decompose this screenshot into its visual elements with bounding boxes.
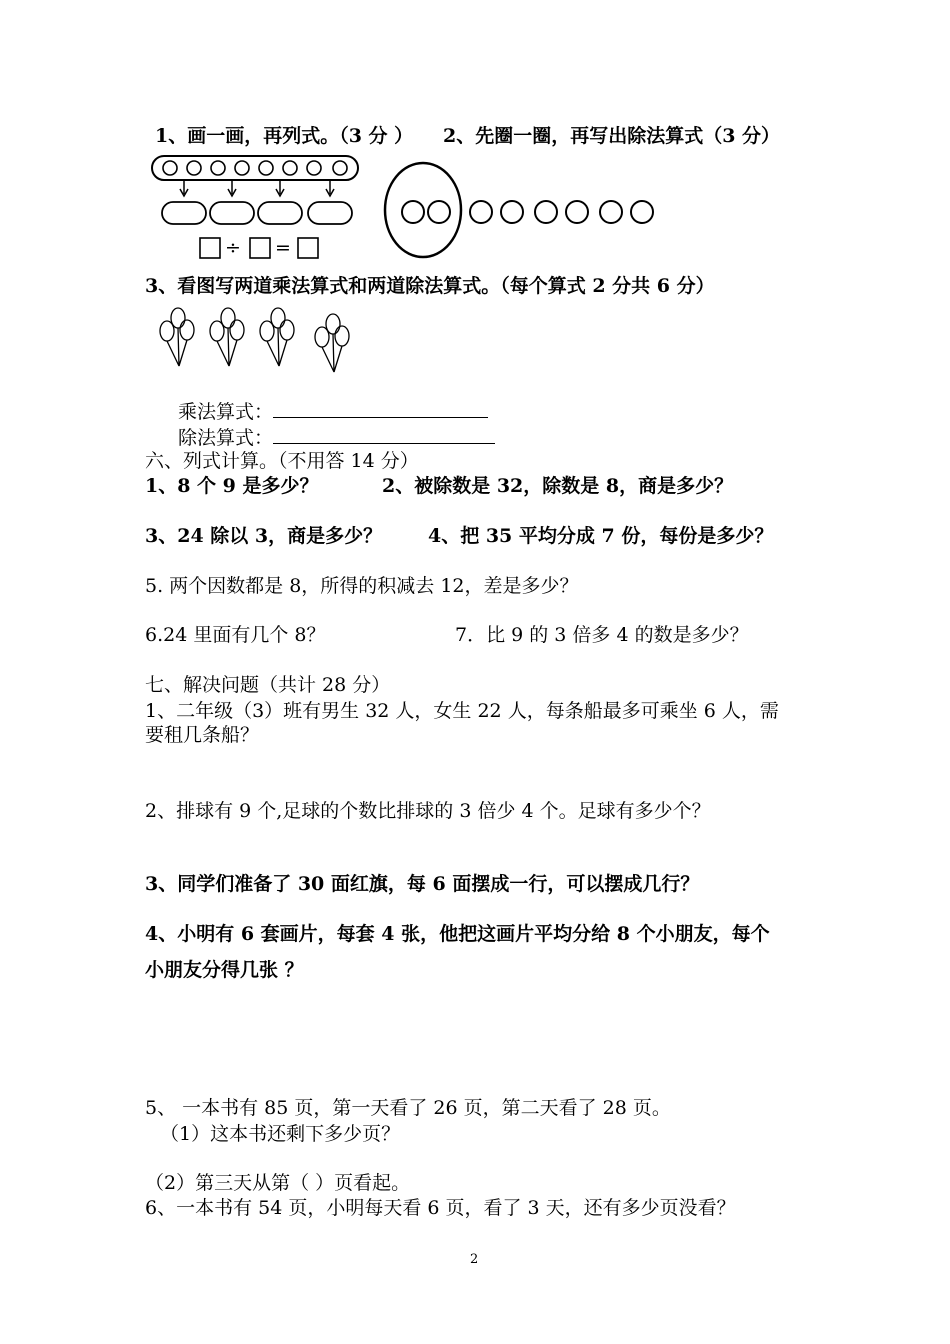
section-6-q7: 7．比 9 的 3 倍多 4 的数是多少？ xyxy=(455,624,749,646)
section-6-q5: 5. 两个因数都是 8，所得的积减去 12，差是多少？ xyxy=(145,575,579,597)
multiplication-label: 乘法算式： xyxy=(178,400,488,424)
problem-3-title: 3、看图写两道乘法算式和两道除法算式。（每个算式 2 分共 6 分） xyxy=(145,275,715,297)
balloon-bunch-icon xyxy=(160,308,194,366)
section-7-q3: 3、同学们准备了 30 面红旗，每 6 面摆成一行，可以摆成几行？ xyxy=(145,873,700,895)
section-6-title: 六、列式计算。（不用答 14 分） xyxy=(145,450,419,472)
equals-sign: = xyxy=(275,237,291,259)
problem-1-title: 1、画一画，再列式。（3 分 ） xyxy=(155,125,414,147)
section-7-q1-line2: 要租几条船？ xyxy=(145,724,260,746)
section-7-q5-part1: （1）这本书还剩下多少页？ xyxy=(160,1123,401,1145)
problem-2-title: 2、先圈一圈，再写出除法算式（3 分） xyxy=(443,125,781,147)
section-7-q5-part2: （2）第三天从第（ ）页看起。 xyxy=(145,1172,411,1194)
section-7-q2: 2、排球有 9 个,足球的个数比排球的 3 倍少 4 个。足球有多少个？ xyxy=(145,800,711,822)
section-6-q1: 1、8 个 9 是多少？ xyxy=(145,475,319,497)
balloon-bunches-figure xyxy=(157,306,357,378)
section-7-q4-line1: 4、小明有 6 套画片，每套 4 张，他把这画片平均分给 8 个小朋友，每个 xyxy=(145,923,770,945)
section-7-q1-line1: 1、二年级（3）班有男生 32 人，女生 22 人，每条船最多可乘坐 6 人，需 xyxy=(145,700,779,722)
section-7-q6: 6、一本书有 54 页，小明每天看 6 页，看了 3 天，还有多少页没看？ xyxy=(145,1197,736,1219)
division-answer-line[interactable] xyxy=(273,427,495,444)
multiplication-answer-line[interactable] xyxy=(273,401,488,418)
section-6-q6: 6.24 里面有几个 8？ xyxy=(145,624,326,646)
page-number: 2 xyxy=(470,1252,479,1267)
section-7-q4-line2: 小朋友分得几张 ？ xyxy=(145,959,304,981)
division-sign: ÷ xyxy=(225,237,241,259)
section-6-q3: 3、24 除以 3，商是多少？ xyxy=(145,525,383,547)
section-6-q2: 2、被除数是 32，除数是 8，商是多少？ xyxy=(382,475,734,497)
section-6-q4: 4、把 35 平均分成 7 份，每份是多少？ xyxy=(428,525,774,547)
division-label: 除法算式： xyxy=(178,426,495,450)
section-7-q5: 5、 一本书有 85 页，第一天看了 26 页，第二天看了 28 页。 xyxy=(145,1097,671,1119)
section-7-title: 七、解决问题（共计 28 分） xyxy=(145,674,391,696)
problem-2-figure xyxy=(383,160,673,260)
problem-1-figure xyxy=(150,152,370,262)
